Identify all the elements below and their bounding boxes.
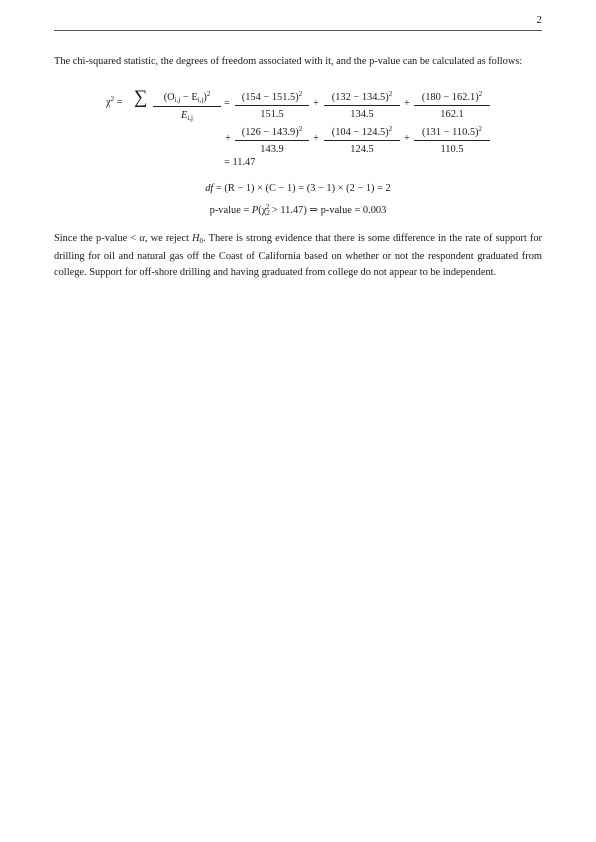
intro-paragraph: The chi-squared statistic, the degrees of freedom associated with it, and the p-value can be calculated as follows: xyxy=(54,56,523,67)
degrees-of-freedom-line: df = (R − 1) × (C − 1) = (3 − 1) × (2 − 1) = 2 xyxy=(205,183,391,194)
plus-sign: + xyxy=(313,98,319,109)
term-4: $\frac{(126 - 143.9)^2}{143.9}$ xyxy=(235,125,309,155)
term-3: $\frac{(180 - 162.1)^2}{162.1}$ xyxy=(414,90,490,120)
conclusion-paragraph: Since the p-value < α, we reject $H_0$. There is strong evidence that there is some difference in the rate of support for drilling for oil and natural gas off the Coast of California based on whether or not the respondent graduated from college. Support for off-shore drilling and having graduated from college do not appear to be independent. xyxy=(54,233,543,278)
term-2: $\frac{(132 - 134.5)^2}{134.5}$ xyxy=(324,90,400,120)
plus-sign: + xyxy=(225,133,231,144)
general-term-fraction: $\frac{(O_{i,j} - E_{i,j})^2}{E_{i,j}}$ xyxy=(153,90,221,122)
chi-square-result: = 11.47 xyxy=(224,157,256,168)
header-rule xyxy=(54,30,542,31)
plus-sign: + xyxy=(404,133,410,144)
page-number: 2 xyxy=(536,14,542,26)
plus-sign: + xyxy=(313,133,319,144)
summation-symbol: ∑ xyxy=(134,87,148,108)
term-1: $\frac{(154 - 151.5)^2}{151.5}$ xyxy=(235,90,309,120)
term-6: $\frac{(131 - 110.5)^2}{110.5}$ xyxy=(414,125,490,155)
plus-sign: + xyxy=(404,98,410,109)
equals-sign: = xyxy=(224,98,230,109)
term-5: $\frac{(104 - 124.5)^2}{124.5}$ xyxy=(324,125,400,155)
p-value-line: p-value = $P(\chi_2^2 > 11.47)$ ⇒ p-value = 0.003 xyxy=(209,203,387,217)
chi-square-lhs: $\chi^2$ = xyxy=(106,95,123,108)
